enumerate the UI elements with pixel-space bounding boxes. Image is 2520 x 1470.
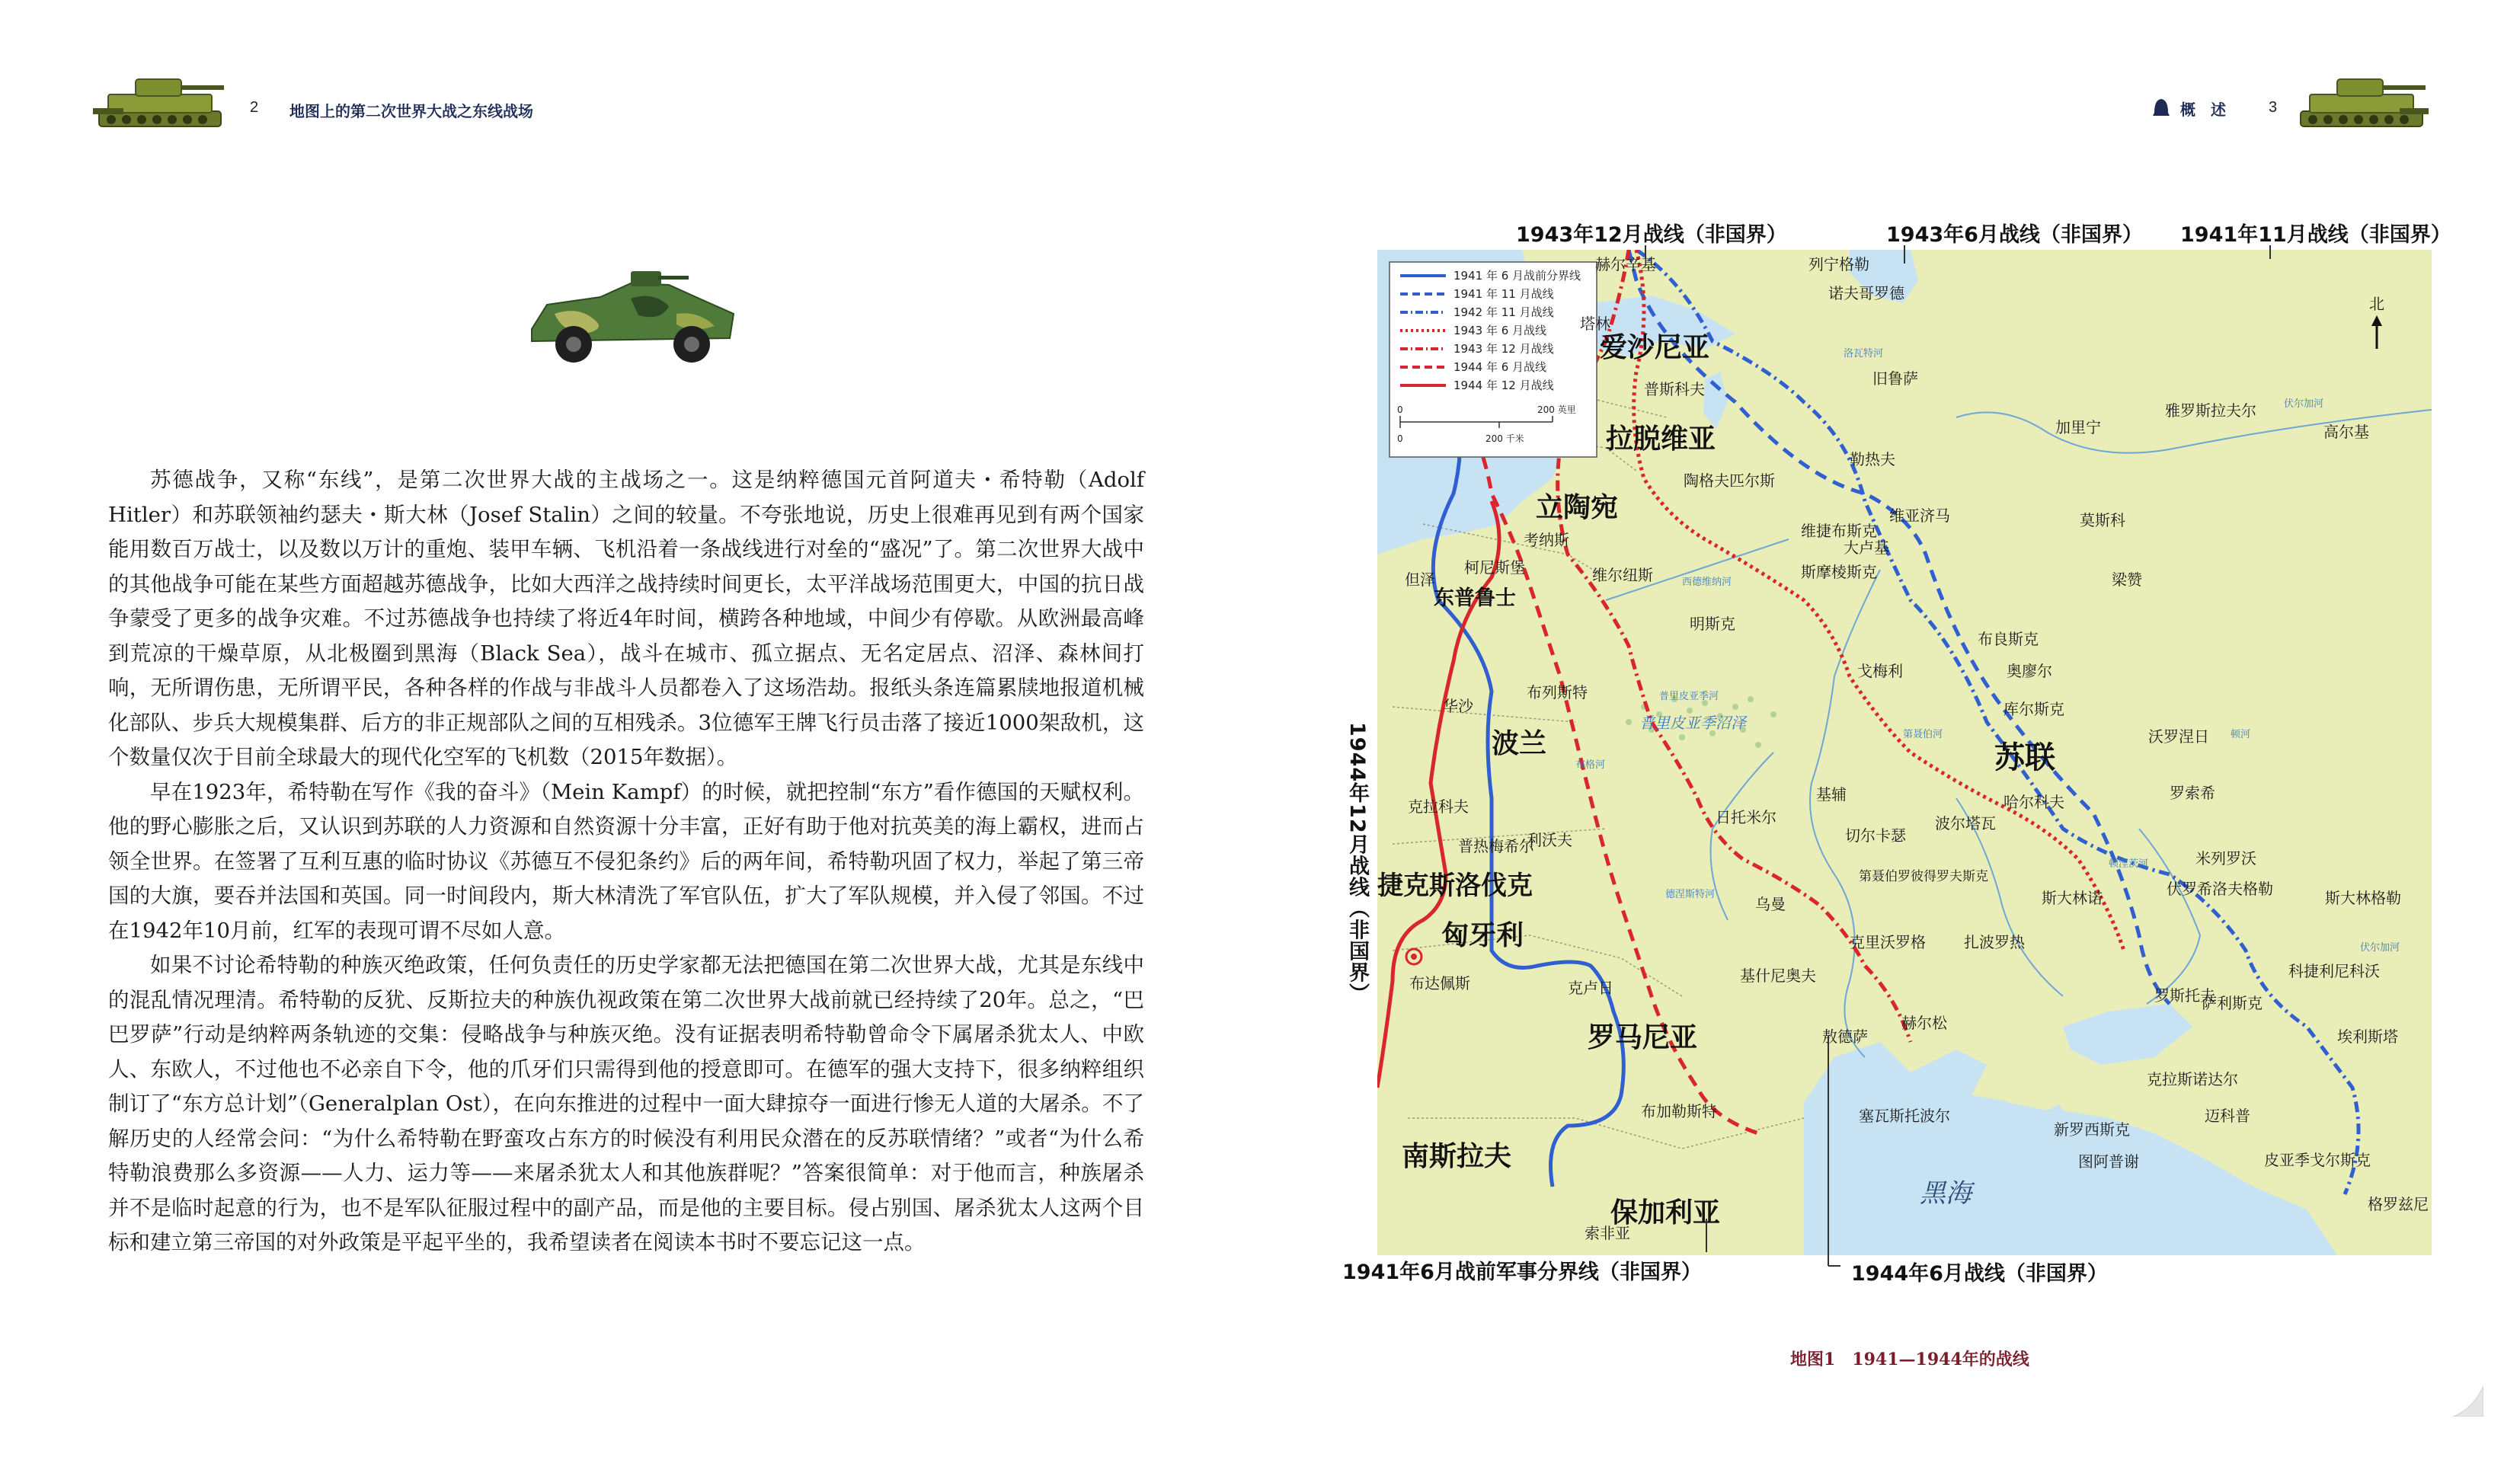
section-title: 概 述 <box>2180 101 2226 119</box>
river-dnieper: 第聂伯河 <box>1903 729 1943 740</box>
armored-car-illustration <box>516 268 745 367</box>
city-daugavpils: 陶格夫匹尔斯 <box>1684 471 1775 490</box>
city-gorky: 高尔基 <box>2323 423 2369 441</box>
city-gomel: 戈梅利 <box>1857 662 1903 680</box>
city-rossosh: 罗索希 <box>2170 784 2215 802</box>
city-zaporozhye: 扎波罗热 <box>1964 933 2025 951</box>
river-volga-2: 伏尔加河 <box>2360 942 2400 954</box>
city-vitebsk: 维捷布斯克 <box>1801 522 1877 540</box>
city-ryazan: 梁赞 <box>2112 570 2142 589</box>
label-hungary: 匈牙利 <box>1441 920 1524 951</box>
running-title: 地图上的第二次世界大战之东线战场 <box>289 102 533 120</box>
helmet-icon <box>2153 97 2170 117</box>
city-stalino: 斯大林诺 <box>2042 889 2103 907</box>
city-helsinki: 赫尔辛基 <box>1595 255 1656 273</box>
city-lvov: 利沃夫 <box>1527 831 1572 849</box>
label-lithuania: 立陶宛 <box>1536 492 1619 523</box>
map-svg <box>1377 250 2432 1255</box>
city-krakow: 克拉科夫 <box>1408 797 1469 816</box>
river-western-dvina: 西德维纳河 <box>1682 577 1732 588</box>
scale-mi-200: 200 英里 <box>1537 404 1576 415</box>
label-yugoslavia: 南斯拉夫 <box>1402 1141 1512 1172</box>
city-salsk: 萨利斯克 <box>2202 994 2263 1012</box>
river-pripyat: 普里皮亚季河 <box>1659 691 1719 702</box>
city-zhitomir: 日托米尔 <box>1716 808 1776 826</box>
map-caption: 地图1 1941—1944年的战线 <box>1790 1350 2029 1369</box>
label-latvia: 拉脱维亚 <box>1606 423 1716 455</box>
label-romania: 罗马尼亚 <box>1588 1022 1698 1053</box>
city-leningrad: 列宁格勒 <box>1808 255 1869 273</box>
label-poland: 波兰 <box>1492 728 1547 759</box>
city-bryansk: 布良斯克 <box>1978 630 2039 648</box>
label-czech: 捷克斯洛伐克 <box>1377 871 1533 901</box>
city-kursk: 库尔斯克 <box>2004 700 2064 718</box>
city-sevastopol: 塞瓦斯托波尔 <box>1859 1107 1950 1125</box>
page-number-right: 3 <box>2269 99 2278 116</box>
city-krasnodar: 克拉斯诺达尔 <box>2147 1070 2238 1088</box>
city-millerovo: 米列罗沃 <box>2195 849 2256 868</box>
city-vilnius: 维尔纽斯 <box>1592 566 1653 584</box>
paragraph-2: 早在1923年，希特勒在写作《我的奋斗》（Mein Kampf）的时候，就把控制“东方”看作德国的天赋权利。他的野心膨胀之后，又认识到苏联的人力资源和自然资源十分丰富，正好有助于他对抗英美的海上霸权，进而占领全世界。在签署了互利互惠的临时协议《苏德互不侵犯条约》后的两年间，希特勒巩固了权力，举起了第三帝国的大旗，要吞并法国和英国。同一时间段内，斯大林清洗了军官队伍，扩大了军队规模，并入侵了邻国。不过在1942年10月前，红军的表现可谓不尽如人意。 <box>108 779 1144 943</box>
city-odessa: 敖德萨 <box>1822 1027 1868 1046</box>
label-ussr: 苏联 <box>1994 740 2055 775</box>
city-orel: 奥廖尔 <box>2007 662 2052 680</box>
city-cluj: 克卢日 <box>1568 979 1613 997</box>
city-stalingrad: 斯大林格勒 <box>2325 889 2401 907</box>
city-moscow: 莫斯科 <box>2080 511 2125 529</box>
city-vyazma: 维亚济马 <box>1889 507 1950 525</box>
city-tallinn: 塔林 <box>1580 315 1610 333</box>
city-kiev: 基辅 <box>1816 785 1847 804</box>
city-pyatigorsk: 皮亚季戈尔斯克 <box>2264 1151 2371 1169</box>
city-maikop: 迈科普 <box>2205 1107 2250 1125</box>
callout-dec-1944: 1944年12月战线（非国界） <box>1345 722 1369 1005</box>
city-poltava: 波尔塔瓦 <box>1935 814 1996 832</box>
city-kherson: 赫尔松 <box>1901 1014 1947 1032</box>
city-budapest: 布达佩斯 <box>1409 974 1470 992</box>
city-kharkov: 哈尔科夫 <box>2004 793 2064 811</box>
city-uman: 乌曼 <box>1755 895 1786 913</box>
legend-1943-jun: 1943 年 6 月战线 <box>1453 324 1547 337</box>
callout-jun-1944: 1944年6月战线（非国界） <box>1851 1262 2108 1286</box>
river-dniester: 德涅斯特河 <box>1665 889 1716 900</box>
label-bulgaria: 保加利亚 <box>1610 1197 1721 1229</box>
city-novgorod: 诺夫哥罗德 <box>1828 284 1904 302</box>
city-tuapse: 图阿普谢 <box>2078 1152 2139 1171</box>
city-sofia: 索非亚 <box>1585 1224 1630 1242</box>
city-kaunas: 考纳斯 <box>1524 531 1569 549</box>
city-brest: 布列斯特 <box>1527 683 1588 701</box>
legend-1942-nov: 1942 年 11 月战线 <box>1453 305 1554 319</box>
scale-km-0: 0 <box>1397 433 1403 444</box>
city-velikie-luki: 大卢基 <box>1844 538 1889 557</box>
label-black-sea: 黑海 <box>1920 1178 1972 1209</box>
legend-1944-dec: 1944 年 12 月战线 <box>1453 379 1554 392</box>
river-volga: 伏尔加河 <box>2284 398 2324 410</box>
callout-dec-1943: 1943年12月战线（非国界） <box>1516 223 1787 247</box>
city-bucharest: 布加勒斯特 <box>1641 1102 1717 1120</box>
callout-jun-1943: 1943年6月战线（非国界） <box>1886 223 2143 247</box>
tank-logo-left <box>91 64 229 133</box>
tank-logo-right <box>2293 64 2430 133</box>
city-warsaw: 华沙 <box>1443 697 1473 715</box>
city-old-russa: 旧鲁萨 <box>1872 369 1918 388</box>
city-przemysl: 普热梅希尔 <box>1458 837 1534 855</box>
legend-1944-jun: 1944 年 6 月战线 <box>1453 360 1547 374</box>
label-estonia: 爱沙尼亚 <box>1600 332 1710 363</box>
city-grozny: 格罗兹尼 <box>2368 1195 2429 1213</box>
city-dnepropetrovsk: 第聂伯罗彼得罗夫斯克 <box>1859 869 1988 884</box>
north-label: 北 <box>2369 295 2384 313</box>
city-kishinev: 基什尼奥夫 <box>1740 967 1816 985</box>
paragraph-3: 如果不讨论希特勒的种族灭绝政策，任何负责任的历史学家都无法把德国在第二次世界大战，尤其是东线中的混乱情况理清。希特勒的反犹、反斯拉夫的种族仇视政策在第二次世界大战前就已经持续了20年。总之，“巴巴罗萨”行动是纳粹两条轨迹的交集：侵略战争与种族灭绝。没有证据表明希特勒曾命令下属屠杀犹太人、中欧人、东欧人，不过他也不必亲自下令，他的爪牙们只需得到他的授意即可。在德军的强大支持下，很多纳粹组织制订了“东方总计划”（Generalplan Ost），在向东推进的过程中一面大肆掠夺一面进行惨无人道的大屠杀。不了解历史的人经常会问：“为什么希特勒在野蛮攻占东方的时候没有利用民众潜在的反苏联情绪？”或者“为什么希特勒浪费那么多资源——人力、运力等——来屠杀犹太人和其他族群呢？”答案很简单：对于他而言，种族屠杀并不是临时起意的行为，也不是军队征服过程中的副产品，而是他的主要目标。侵占别国、屠杀犹太人这两个目标和建立第三帝国的对外政策是平起平坐的，我希望读者在阅读本书时不要忘记这一点。 <box>108 953 1144 1254</box>
city-kotelnikovo: 科捷利尼科沃 <box>2288 962 2380 980</box>
callout-jun-1941: 1941年6月战前军事分界线（非国界） <box>1342 1261 1702 1284</box>
legend-1941-nov: 1941 年 11 月战线 <box>1453 287 1554 301</box>
legend-1941-jun: 1941 年 6 月战前分界线 <box>1453 269 1581 283</box>
city-yaroslavl: 雅罗斯拉夫尔 <box>2165 401 2256 420</box>
city-voroshilovgrad: 伏罗希洛夫格勒 <box>2167 880 2273 898</box>
label-pripet-marshes: 普里皮亚季沼泽 <box>1639 714 1746 732</box>
legend-1943-dec: 1943 年 12 月战线 <box>1453 342 1554 356</box>
river-bug: 布格河 <box>1575 759 1606 771</box>
city-smolensk: 斯摩棱斯克 <box>1801 563 1877 581</box>
city-rzhev: 勒热夫 <box>1850 450 1895 468</box>
map-legend <box>1390 262 1597 457</box>
paragraph-1: 苏德战争，又称“东线”，是第二次世界大战的主战场之一。这是纳粹德国元首阿道夫・希特勒（Adolf Hitler）和苏联领袖约瑟夫・斯大林（Josef Stalin）之间的较量。不夸张地说，历史上很难再见到有两个国家能用数百万战士，以及数以万计的重炮、装甲车辆、飞机沿着一条战线进行对垒的“盛况”了。第二次世界大战中的其他战争可能在某些方面超越苏德战争，比如大西洋之战持续时间更长，太平洋战场范围更大，中国的抗日战争蒙受了更多的战争灾难。不过苏德战争也持续了将近4年时间，横跨各种地域，中间少有停歇。从欧洲最高峰到荒凉的干燥草原，从北极圈到黑海（Black Sea），战斗在城市、孤立据点、无名定居点、沼泽、森林间打响，无所谓伤患，无所谓平民，各种各样的作战与非战斗人员都卷入了这场浩劫。报纸头条连篇累牍地报道机械化部队、步兵大规模集群、后方的非正规部队之间的互相残杀。3位德军王牌飞行员击落了接近1000架敌机，这个数量仅次于目前全球最大的现代化空军的飞机数（2015年数据）。 <box>108 468 1144 769</box>
scale-km-200: 200 千米 <box>1485 433 1524 444</box>
label-east-prussia: 东普鲁士 <box>1434 586 1516 610</box>
scale-mi-0: 0 <box>1397 404 1403 415</box>
city-elista: 埃利斯塔 <box>2337 1027 2398 1046</box>
city-rostov: 罗斯托夫 <box>2154 986 2215 1005</box>
city-cherkassy: 切尔卡瑟 <box>1845 826 1906 845</box>
page-corner-icon <box>2453 1386 2483 1417</box>
city-novorossiysk: 新罗西斯克 <box>2054 1120 2130 1139</box>
city-pskov: 普斯科夫 <box>1644 380 1705 398</box>
city-voronezh: 沃罗涅日 <box>2148 727 2209 746</box>
city-konigsberg: 柯尼斯堡 <box>1464 558 1525 577</box>
city-minsk: 明斯克 <box>1690 615 1735 633</box>
city-kalinin: 加里宁 <box>2055 418 2101 436</box>
river-don: 顿河 <box>2231 729 2251 740</box>
callout-nov-1941: 1941年11月战线（非国界） <box>2180 223 2451 247</box>
eastern-front-map <box>1377 250 2432 1255</box>
page-number-left: 2 <box>250 99 259 116</box>
river-lovat: 洛瓦特河 <box>1844 348 1884 360</box>
city-danzig: 但泽 <box>1405 570 1435 589</box>
city-krivoy-rog: 克里沃罗格 <box>1850 933 1926 951</box>
river-donets: 顿涅茨河 <box>2109 858 2149 870</box>
body-text <box>108 463 1144 1261</box>
